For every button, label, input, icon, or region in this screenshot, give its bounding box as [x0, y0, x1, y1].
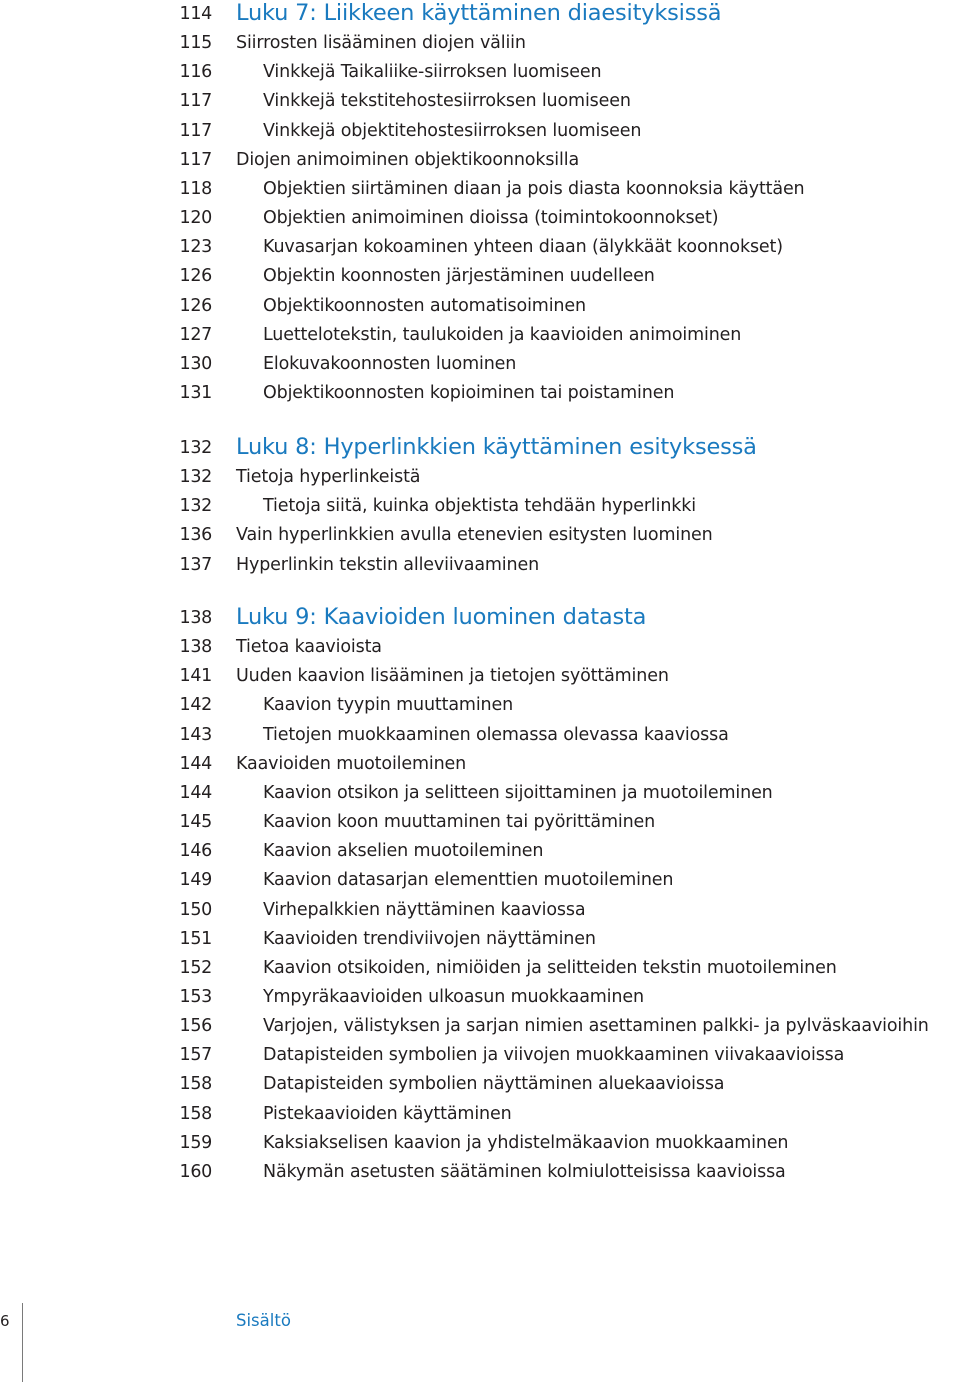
footer-divider — [22, 1303, 23, 1382]
entry-title: Uuden kaavion lisääminen ja tietojen syöttäminen — [236, 666, 669, 687]
chapter-page-number: 132 — [179, 438, 212, 458]
entry-title: Objektien siirtäminen diaan ja pois diasta koonnoksia käyttäen — [263, 178, 805, 199]
entry-title: Luettelotekstin, taulukoiden ja kaavioiden animoiminen — [263, 324, 742, 345]
entry-page-number: 130 — [179, 353, 212, 374]
entry-title: Kaavion akselien muotoileminen — [263, 841, 544, 862]
toc-entry[interactable] — [0, 866, 960, 895]
entry-page-number: 120 — [179, 208, 212, 229]
toc-entry[interactable] — [0, 551, 960, 580]
entry-page-number: 117 — [179, 91, 212, 112]
entry-page-number: 132 — [179, 496, 212, 517]
entry-page-number: 126 — [179, 266, 212, 287]
toc-entry[interactable] — [0, 662, 960, 691]
entry-page-number: 118 — [179, 178, 212, 199]
entry-page-number: 160 — [179, 1161, 212, 1182]
entry-page-number: 115 — [179, 33, 212, 54]
toc-entry[interactable] — [0, 983, 960, 1012]
entry-title: Kaavion otsikoiden, nimiöiden ja selitteiden tekstin muotoileminen — [263, 957, 837, 978]
entry-title: Kaavion koon muuttaminen tai pyörittäminen — [263, 812, 656, 833]
entry-page-number: 157 — [179, 1045, 212, 1066]
entry-page-number: 117 — [179, 149, 212, 170]
entry-title: Vinkkejä tekstitehostesiirroksen luomiseen — [263, 91, 631, 112]
toc-entry[interactable] — [0, 721, 960, 750]
entry-title: Hyperlinkin tekstin alleviivaaminen — [236, 554, 540, 575]
entry-title: Datapisteiden symbolien näyttäminen aluekaavioissa — [263, 1074, 725, 1095]
entry-page-number: 142 — [179, 695, 212, 716]
entry-title: Kaavioiden trendiviivojen näyttäminen — [263, 928, 596, 949]
toc-entry[interactable] — [0, 954, 960, 983]
entry-title: Diojen animoiminen objektikoonnoksilla — [236, 149, 580, 170]
entry-page-number: 136 — [179, 525, 212, 546]
entry-title: Vain hyperlinkkien avulla etenevien esitysten luominen — [236, 525, 713, 546]
entry-page-number: 152 — [179, 957, 212, 978]
entry-page-number: 132 — [179, 467, 212, 488]
entry-page-number: 149 — [179, 870, 212, 891]
toc-entry[interactable] — [0, 350, 960, 379]
entry-page-number: 150 — [179, 899, 212, 920]
entry-page-number: 151 — [179, 928, 212, 949]
entry-title: Objektien animoiminen dioissa (toimintokoonnokset) — [263, 208, 719, 229]
entry-title: Kaavioiden muotoileminen — [236, 753, 467, 774]
chapter-title: Luku 8: Hyperlinkkien käyttäminen esityksessä — [236, 434, 757, 460]
entry-title: Kaavion otsikon ja selitteen sijoittaminen ja muotoileminen — [263, 782, 773, 803]
entry-title: Tietoa kaavioista — [236, 637, 382, 658]
entry-title: Vinkkejä objektitehostesiirroksen luomiseen — [263, 120, 642, 141]
toc-entry[interactable] — [0, 896, 960, 925]
toc-entry[interactable] — [0, 262, 960, 291]
toc-entry[interactable] — [0, 233, 960, 262]
entry-page-number: 144 — [179, 782, 212, 803]
entry-page-number: 143 — [179, 724, 212, 745]
toc-entry[interactable] — [0, 925, 960, 954]
chapter-page-number: 138 — [179, 608, 212, 628]
entry-page-number: 158 — [179, 1074, 212, 1095]
entry-page-number: 146 — [179, 841, 212, 862]
toc-entry[interactable] — [0, 837, 960, 866]
toc-entry[interactable] — [0, 492, 960, 521]
chapter-heading[interactable] — [0, 0, 960, 29]
chapter-heading[interactable] — [0, 604, 960, 633]
entry-title: Varjojen, välistyksen ja sarjan nimien asettaminen palkki- ja pylväskaavioihin — [263, 1016, 929, 1037]
entry-page-number: 127 — [179, 324, 212, 345]
toc-entry[interactable] — [0, 321, 960, 350]
entry-page-number: 123 — [179, 237, 212, 258]
entry-page-number: 158 — [179, 1103, 212, 1124]
toc-entry[interactable] — [0, 633, 960, 662]
entry-page-number: 126 — [179, 295, 212, 316]
entry-page-number: 156 — [179, 1016, 212, 1037]
chapter-title: Luku 9: Kaavioiden luominen datasta — [236, 604, 647, 630]
entry-page-number: 145 — [179, 812, 212, 833]
toc-entry[interactable] — [0, 1041, 960, 1070]
entry-title: Tietoja hyperlinkeistä — [236, 467, 421, 488]
entry-title: Objektin koonnosten järjestäminen uudelleen — [263, 266, 655, 287]
entry-page-number: 159 — [179, 1132, 212, 1153]
toc-entry[interactable] — [0, 808, 960, 837]
toc-entry[interactable] — [0, 1100, 960, 1129]
entry-title: Ympyräkaavioiden ulkoasun muokkaaminen — [263, 986, 644, 1007]
entry-title: Näkymän asetusten säätäminen kolmiulotteisissa kaavioissa — [263, 1161, 786, 1182]
toc-entry[interactable] — [0, 463, 960, 492]
entry-title: Objektikoonnosten kopioiminen tai poistaminen — [263, 382, 675, 403]
chapter-heading[interactable] — [0, 434, 960, 463]
toc-entry[interactable] — [0, 521, 960, 550]
toc-entry[interactable] — [0, 1070, 960, 1099]
entry-page-number: 144 — [179, 753, 212, 774]
entry-page-number: 141 — [179, 666, 212, 687]
toc-entry[interactable] — [0, 292, 960, 321]
entry-title: Tietojen muokkaaminen olemassa olevassa kaaviossa — [263, 724, 729, 745]
entry-title: Kaavion datasarjan elementtien muotoileminen — [263, 870, 674, 891]
entry-title: Elokuvakoonnosten luominen — [263, 353, 517, 374]
toc-entry[interactable] — [0, 204, 960, 233]
toc-entry[interactable] — [0, 750, 960, 779]
entry-title: Virhepalkkien näyttäminen kaaviossa — [263, 899, 586, 920]
entry-title: Datapisteiden symbolien ja viivojen muokkaaminen viivakaavioissa — [263, 1045, 845, 1066]
entry-title: Tietoja siitä, kuinka objektista tehdään hyperlinkki — [263, 496, 696, 517]
toc-entry[interactable] — [0, 1012, 960, 1041]
toc-entry[interactable] — [0, 691, 960, 720]
entry-title: Vinkkejä Taikaliike-siirroksen luomiseen — [263, 62, 602, 83]
toc-entry[interactable] — [0, 379, 960, 408]
toc-entry[interactable] — [0, 58, 960, 87]
toc-entry[interactable] — [0, 87, 960, 116]
toc-entry[interactable] — [0, 779, 960, 808]
entry-title: Kaksiakselisen kaavion ja yhdistelmäkaavion muokkaaminen — [263, 1132, 789, 1153]
entry-page-number: 117 — [179, 120, 212, 141]
entry-title: Pistekaavioiden käyttäminen — [263, 1103, 512, 1124]
chapter-page-number: 114 — [179, 4, 212, 24]
toc-entry[interactable] — [0, 175, 960, 204]
footer-page-number: 6 — [0, 1312, 10, 1330]
toc-entry[interactable] — [0, 29, 960, 58]
entry-page-number: 131 — [179, 382, 212, 403]
entry-title: Objektikoonnosten automatisoiminen — [263, 295, 586, 316]
chapter-title: Luku 7: Liikkeen käyttäminen diaesityksissä — [236, 0, 722, 26]
entry-title: Kuvasarjan kokoaminen yhteen diaan (älykkäät koonnokset) — [263, 237, 783, 258]
entry-page-number: 137 — [179, 554, 212, 575]
entry-title: Siirrosten lisääminen diojen väliin — [236, 33, 526, 54]
entry-page-number: 138 — [179, 637, 212, 658]
footer-section-label: Sisältö — [236, 1311, 291, 1330]
toc-entry[interactable] — [0, 117, 960, 146]
entry-page-number: 116 — [179, 62, 212, 83]
toc-entry[interactable] — [0, 146, 960, 175]
toc-entry[interactable] — [0, 1158, 960, 1187]
entry-page-number: 153 — [179, 986, 212, 1007]
toc-entry[interactable] — [0, 1129, 960, 1158]
entry-title: Kaavion tyypin muuttaminen — [263, 695, 514, 716]
